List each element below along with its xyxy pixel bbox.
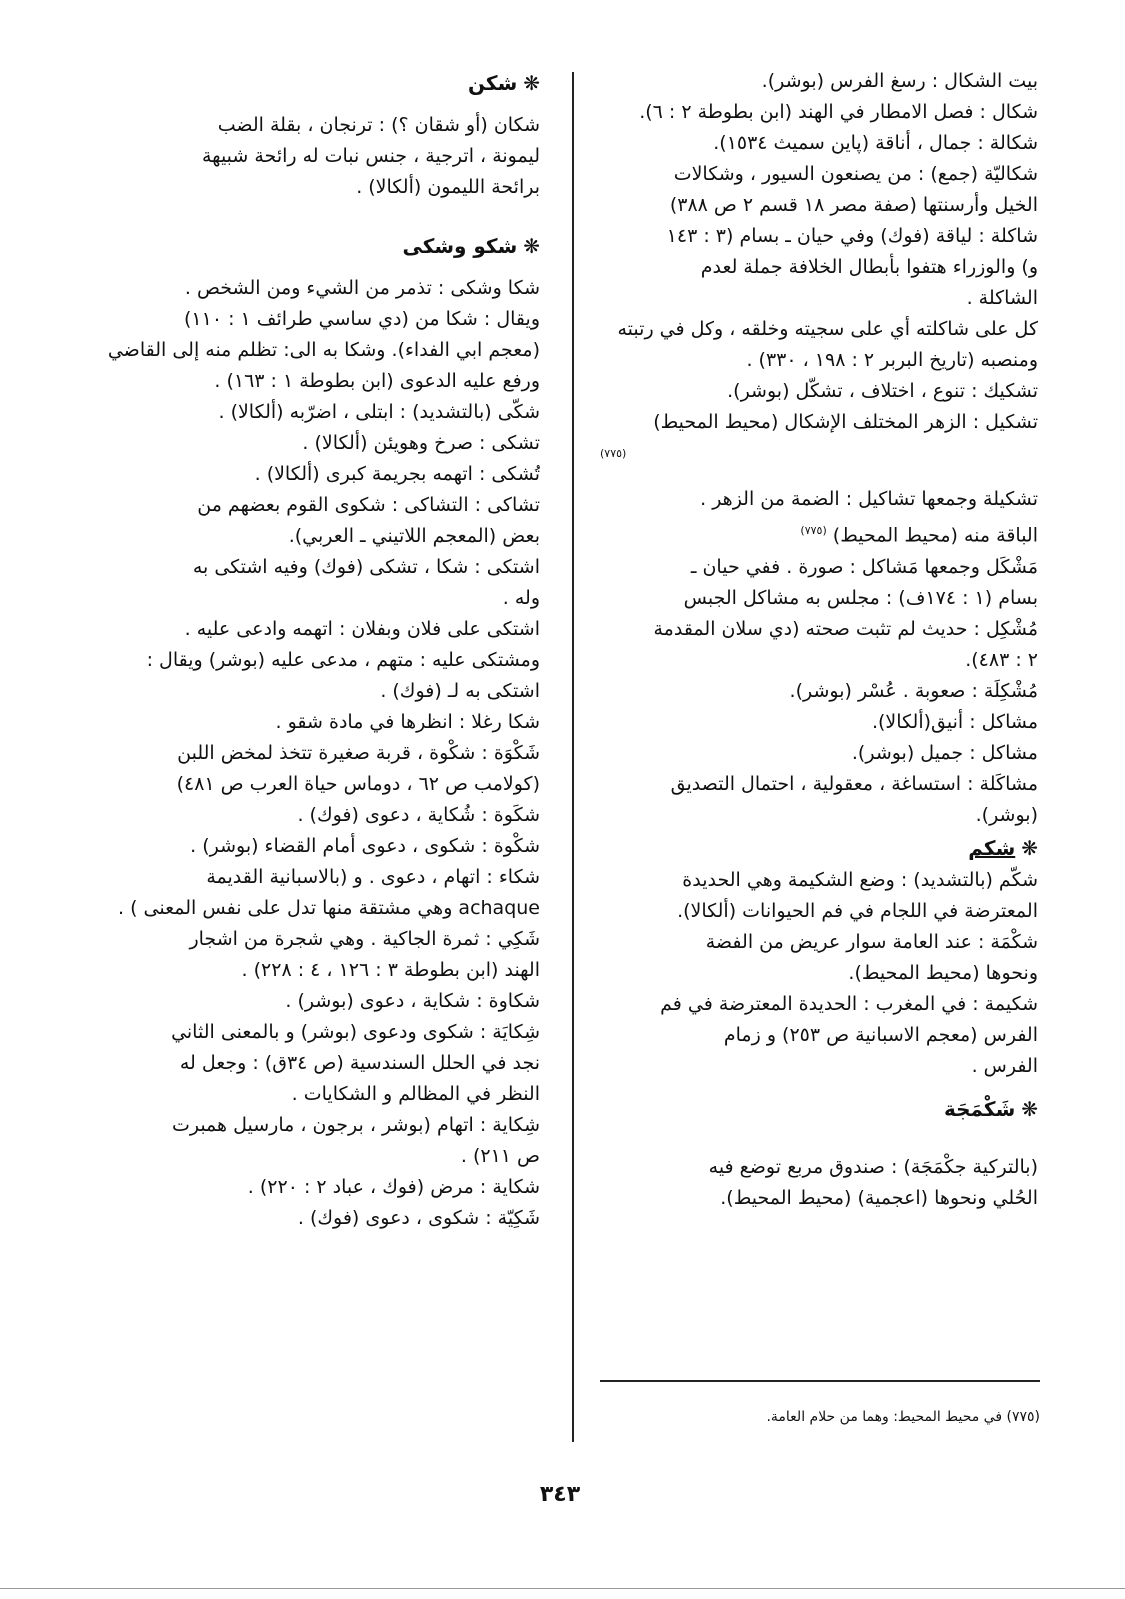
text-line: (معجم ابي الفداء). وشكا به الى: تظلم منه إلى القاضي <box>107 339 540 361</box>
text-line: بسام (١ : ١٧٤ف) : مجلس به مشاكل الجبس <box>683 586 1038 609</box>
text-line-part: تشكيلة وجمعها تشاكيل : الضمة من الزهر . <box>700 488 1038 511</box>
text-line: تشكى : صرخ وهويئن (ألكالا) . <box>302 432 540 454</box>
text-line: وله . <box>502 587 540 609</box>
text-line: مُشْكِلَة : صعوبة . عُسْر (بوشر). <box>789 679 1038 702</box>
section-heading-shakmaja <box>600 1092 1038 1126</box>
text-line: شَكِيّة : شكوى ، دعوى (فوك) . <box>297 1207 540 1229</box>
bottom-rule <box>0 1588 1125 1589</box>
text-line: شكالة : جمال ، أناقة (پاين سميث ١٥٣٤). <box>713 132 1038 154</box>
text-line: ٢ : ٤٨٣). <box>965 648 1038 671</box>
text-line: الشاكلة . <box>966 287 1038 309</box>
text-line: نجد في الحلل السندسية (ص ٣٤ق) : وجعل له <box>179 1052 540 1074</box>
text-line: شكاء : اتهام ، دعوى . و (بالاسبانية القديمة <box>206 866 540 888</box>
entry-lines-shakmaja <box>600 1152 1038 1214</box>
text-line: شكان (أو شقان ؟) : ترنجان ، بقلة الضب <box>217 114 540 136</box>
text-line: مشاكَلة : استساغة ، معقولية ، احتمال التصديق <box>670 772 1038 795</box>
text-line: اشتكى على فلان وبفلان : اتهمه وادعى عليه . <box>184 618 540 640</box>
section-heading-shakn <box>88 66 540 100</box>
text-line: شكاليّة (جمع) : من يصنعون السيور ، وشكالات <box>673 163 1038 185</box>
text-line: شكاوة : شكاية ، دعوى (بوشر) . <box>285 990 540 1012</box>
text-line: كل على شاكلته أي على سجيته وخلقه ، وكل في رتبته <box>617 318 1038 340</box>
entry-lines-shakw <box>88 273 540 1234</box>
text-line: شِكايَة : شكوى ودعوى (بوشر) و بالمعنى الثاني <box>171 1021 540 1043</box>
entry-lines-shakn <box>88 110 540 203</box>
footnote-mark-line <box>600 438 1038 474</box>
text-line: شكيمة : في المغرب : الحديدة المعترضة في فم <box>660 992 1038 1015</box>
text-line: ليمونة ، اترجية ، جنس نبات له رائحة شبيهة <box>202 145 540 167</box>
text-line: شكّى (بالتشديد) : ابتلى ، اضرّبه (ألكالا) . <box>218 401 540 423</box>
text-line: تشاكى : التشاكى : شكوى القوم بعضهم من <box>197 494 540 516</box>
section-heading-shakw <box>88 229 540 263</box>
text-line: شكْوة : شكوى ، دعوى أمام القضاء (بوشر) . <box>190 835 540 857</box>
star-icon: ❋ <box>523 71 540 95</box>
text-line-part: الباقة منه (محيط المحيط) <box>832 524 1038 547</box>
text-line: الحُلي ونحوها (اعجمية) (محيط المحيط). <box>720 1186 1038 1209</box>
text-line: النظر في المظالم و الشكايات . <box>291 1083 540 1105</box>
text-line: مشاكل : أنيق(ألكالا). <box>871 710 1038 733</box>
text-line: بيت الشكال : رسغ الفرس (بوشر). <box>761 70 1038 92</box>
text-line: الفرس (معجم الاسبانية ص ٢٥٣) و زمام <box>723 1023 1038 1046</box>
text-line: شكاية : مرض (فوك ، عباد ٢ : ٢٢٠) . <box>247 1176 540 1198</box>
text-line: ص ٢١١) . <box>460 1145 540 1167</box>
heading-text: شَكْمَجَة <box>943 1096 1016 1121</box>
text-line: شكا وشكى : تذمر من الشيء ومن الشخص . <box>184 277 540 299</box>
star-icon: ❋ <box>523 234 540 258</box>
text-line: الخيل وأرسنتها (صفة مصر ١٨ قسم ٢ ص ٣٨٨) <box>669 194 1038 216</box>
heading-text: شكم <box>968 835 1016 860</box>
text-line: اشتكى به لـ (فوك) . <box>380 680 540 702</box>
text-line: شَكِي : ثمرة الجاكية . وهي شجرة من اشجار <box>189 928 540 950</box>
section-heading-shakam <box>600 831 1038 865</box>
text-line: بعض (المعجم اللاتيني ـ العربي). <box>288 525 540 547</box>
text-line: اشتكى : شكا ، تشكى (فوك) وفيه اشتكى به <box>192 556 540 578</box>
text-line: (بوشر). <box>975 803 1038 826</box>
text-line: (كولامب ص ٦٢ ، دوماس حياة العرب ص ٤٨١) <box>176 773 540 795</box>
text-line: شَكْوَة : شكْوة ، قربة صغيرة تتخذ لمخض اللبن <box>177 742 540 764</box>
text-line: مشاكل : جميل (بوشر). <box>851 741 1038 764</box>
text-line <box>600 515 1038 551</box>
text-line: و) والوزراء هتفوا بأبطال الخلافة جملة لعدم <box>700 256 1038 278</box>
text-line: تشكيك : تنوع ، اختلاف ، تشكّل (بوشر). <box>727 380 1038 402</box>
right-column <box>600 66 1038 1214</box>
star-icon: ❋ <box>1021 835 1038 860</box>
text-line: ومشتكى عليه : متهم ، مدعى عليه (بوشر) ويقال : <box>146 649 540 671</box>
text-line: ونحوها (محيط المحيط). <box>848 961 1038 984</box>
heading-text: شكو وشكى <box>402 234 518 258</box>
text-line: شكا رغلا : انظرها في مادة شقو . <box>275 711 540 733</box>
text-line: ويقال : شكا من (دي ساسي طرائف ١ : ١١٠) <box>184 308 540 330</box>
footnote: (٧٧٥) في محيط المحيط: وهما من حلام العامة. <box>766 1409 1040 1425</box>
text-line: الهند (ابن بطوطة ٣ : ١٢٦ ، ٤ : ٢٢٨) . <box>241 959 540 981</box>
text-line: ومنصبه (تاريخ البربر ٢ : ١٩٨ ، ٣٣٠) . <box>746 349 1038 371</box>
entry-lines-mushkil <box>600 552 1038 831</box>
text-line: شِكاية : اتهام (بوشر ، برجون ، مارسيل همبرت <box>171 1114 540 1136</box>
left-column <box>88 66 540 1234</box>
text-line <box>600 484 1038 515</box>
star-icon: ❋ <box>1021 1096 1038 1121</box>
text-line: شكال : فصل الامطار في الهند (ابن بطوطة ٢ : ٦). <box>639 101 1038 123</box>
column-divider <box>572 72 574 1442</box>
entry-lines-shakl <box>600 66 1038 438</box>
text-line: الفرس . <box>971 1054 1038 1077</box>
text-line: شاكلة : لياقة (فوك) وفي حيان ـ بسام (٣ : ١٤٣ <box>666 225 1038 247</box>
entry-lines-shakam <box>600 865 1038 1082</box>
footnote-mark: (٧٧٥) <box>600 447 627 460</box>
text-line: تشكيل : الزهر المختلف الإشكال (محيط المحيط) <box>653 411 1038 433</box>
footnote-rule <box>600 1380 1040 1382</box>
footnote-mark: (٧٧٥) <box>800 524 827 538</box>
text-line: شكّم (بالتشديد) : وضع الشكيمة وهي الحديدة <box>682 868 1038 891</box>
text-line: (بالتركية جكْمَجَة) : صندوق مربع توضع فيه <box>708 1155 1038 1178</box>
text-line: برائحة الليمون (ألكالا) . <box>356 176 540 198</box>
text-line: شكْمَة : عند العامة سوار عريض من الفضة <box>705 930 1038 953</box>
text-line: ورفع عليه الدعوى (ابن بطوطة ١ : ١٦٣) . <box>214 370 540 392</box>
page-number: ٣٤٣ <box>539 1482 581 1507</box>
text-line: مَشْكَل وجمعها مَشاكل : صورة . ففي حيان ـ <box>690 555 1038 578</box>
heading-text: شكن <box>467 71 518 95</box>
text-line: achaque وهي مشتقة منها تدل على نفس المعنى ) . <box>118 897 540 919</box>
text-line: المعترضة في اللجام في فم الحيوانات (ألكالا). <box>677 899 1038 922</box>
text-line: شكَوة : شُكاية ، دعوى (فوك) . <box>297 804 540 826</box>
text-line: مُشْكِل : حديث لم تثبت صحته (دي سلان المقدمة <box>653 617 1038 640</box>
text-line: تُشكى : اتهمه بجريمة كبرى (ألكالا) . <box>254 463 540 485</box>
